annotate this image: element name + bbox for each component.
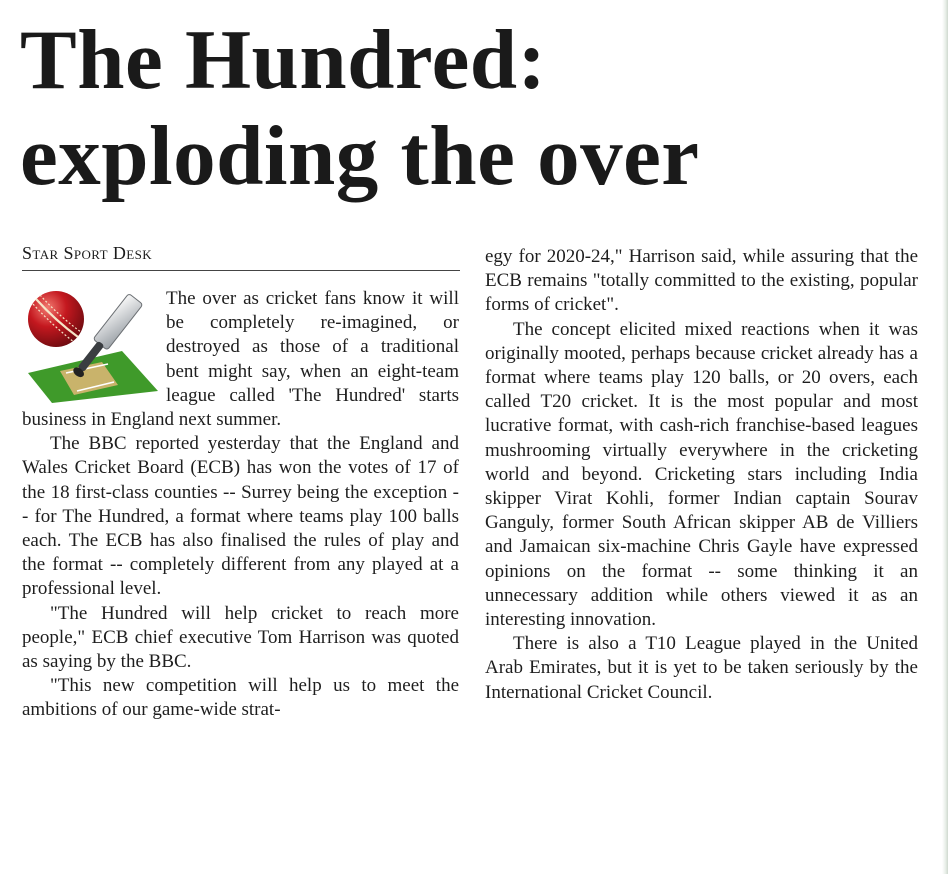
paragraph-6: The concept elicited mixed reactions when it was originally mooted, perhaps because cricket already has a format where teams play 120 balls, or 20 overs, each called T20 cricket. It is the most popular and most lucrative format, with cash-rich franchise-based leagues mushrooming virtually everywhere in the cricketing world and beyond. Cricketing stars including India skipper Virat Kohli, former Indian captain Sourav Ganguly, former South African skipper AB de Villiers and Jamaican six-machine Chris Gayle have expressed opinions on the format -- some thinking it an unnecessary addition while others viewed it as an interesting innovation. bbox=[485, 318, 918, 631]
headline-line-1: The Hundred: bbox=[20, 13, 547, 107]
paragraph-5: egy for 2020-24," Harrison said, while assuring that the ECB remains "totally committed to the existing, popular forms of cricket". bbox=[485, 246, 918, 316]
column-right bbox=[485, 245, 918, 705]
headline-line-2: exploding the over bbox=[20, 109, 700, 203]
page-edge-shadow bbox=[942, 0, 948, 874]
headline bbox=[20, 12, 920, 204]
cricket-ball-bat-pitch-icon bbox=[22, 287, 160, 403]
cricket-ball bbox=[28, 291, 84, 347]
paragraph-4: "This new competition will help us to meet the ambitions of our game-wide strat- bbox=[22, 675, 459, 721]
paragraph-2: The BBC reported yesterday that the England and Wales Cricket Board (ECB) has won the votes of 17 of the 18 first-class counties -- Surrey being the exception -- for The Hundred, a format where teams play 100 balls each. The ECB has also finalised the rules of play and the format -- completely different from any played at a professional level. bbox=[22, 433, 459, 600]
paragraph-7: There is also a T10 League played in the United Arab Emirates, but it is yet to be taken seriously by the International Cricket Council. bbox=[485, 633, 918, 703]
paragraph-3: "The Hundred will help cricket to reach more people," ECB chief executive Tom Harrison was quoted as saying by the BBC. bbox=[22, 602, 459, 673]
byline: Star Sport Desk bbox=[22, 243, 460, 271]
paragraph-1: The over as cricket fans know it will be completely re-imagined, or destroyed as those of a traditional bent might say, when an eight-team league called 'The Hundred' starts business in England next summer. bbox=[22, 288, 459, 431]
column-left bbox=[22, 287, 459, 723]
